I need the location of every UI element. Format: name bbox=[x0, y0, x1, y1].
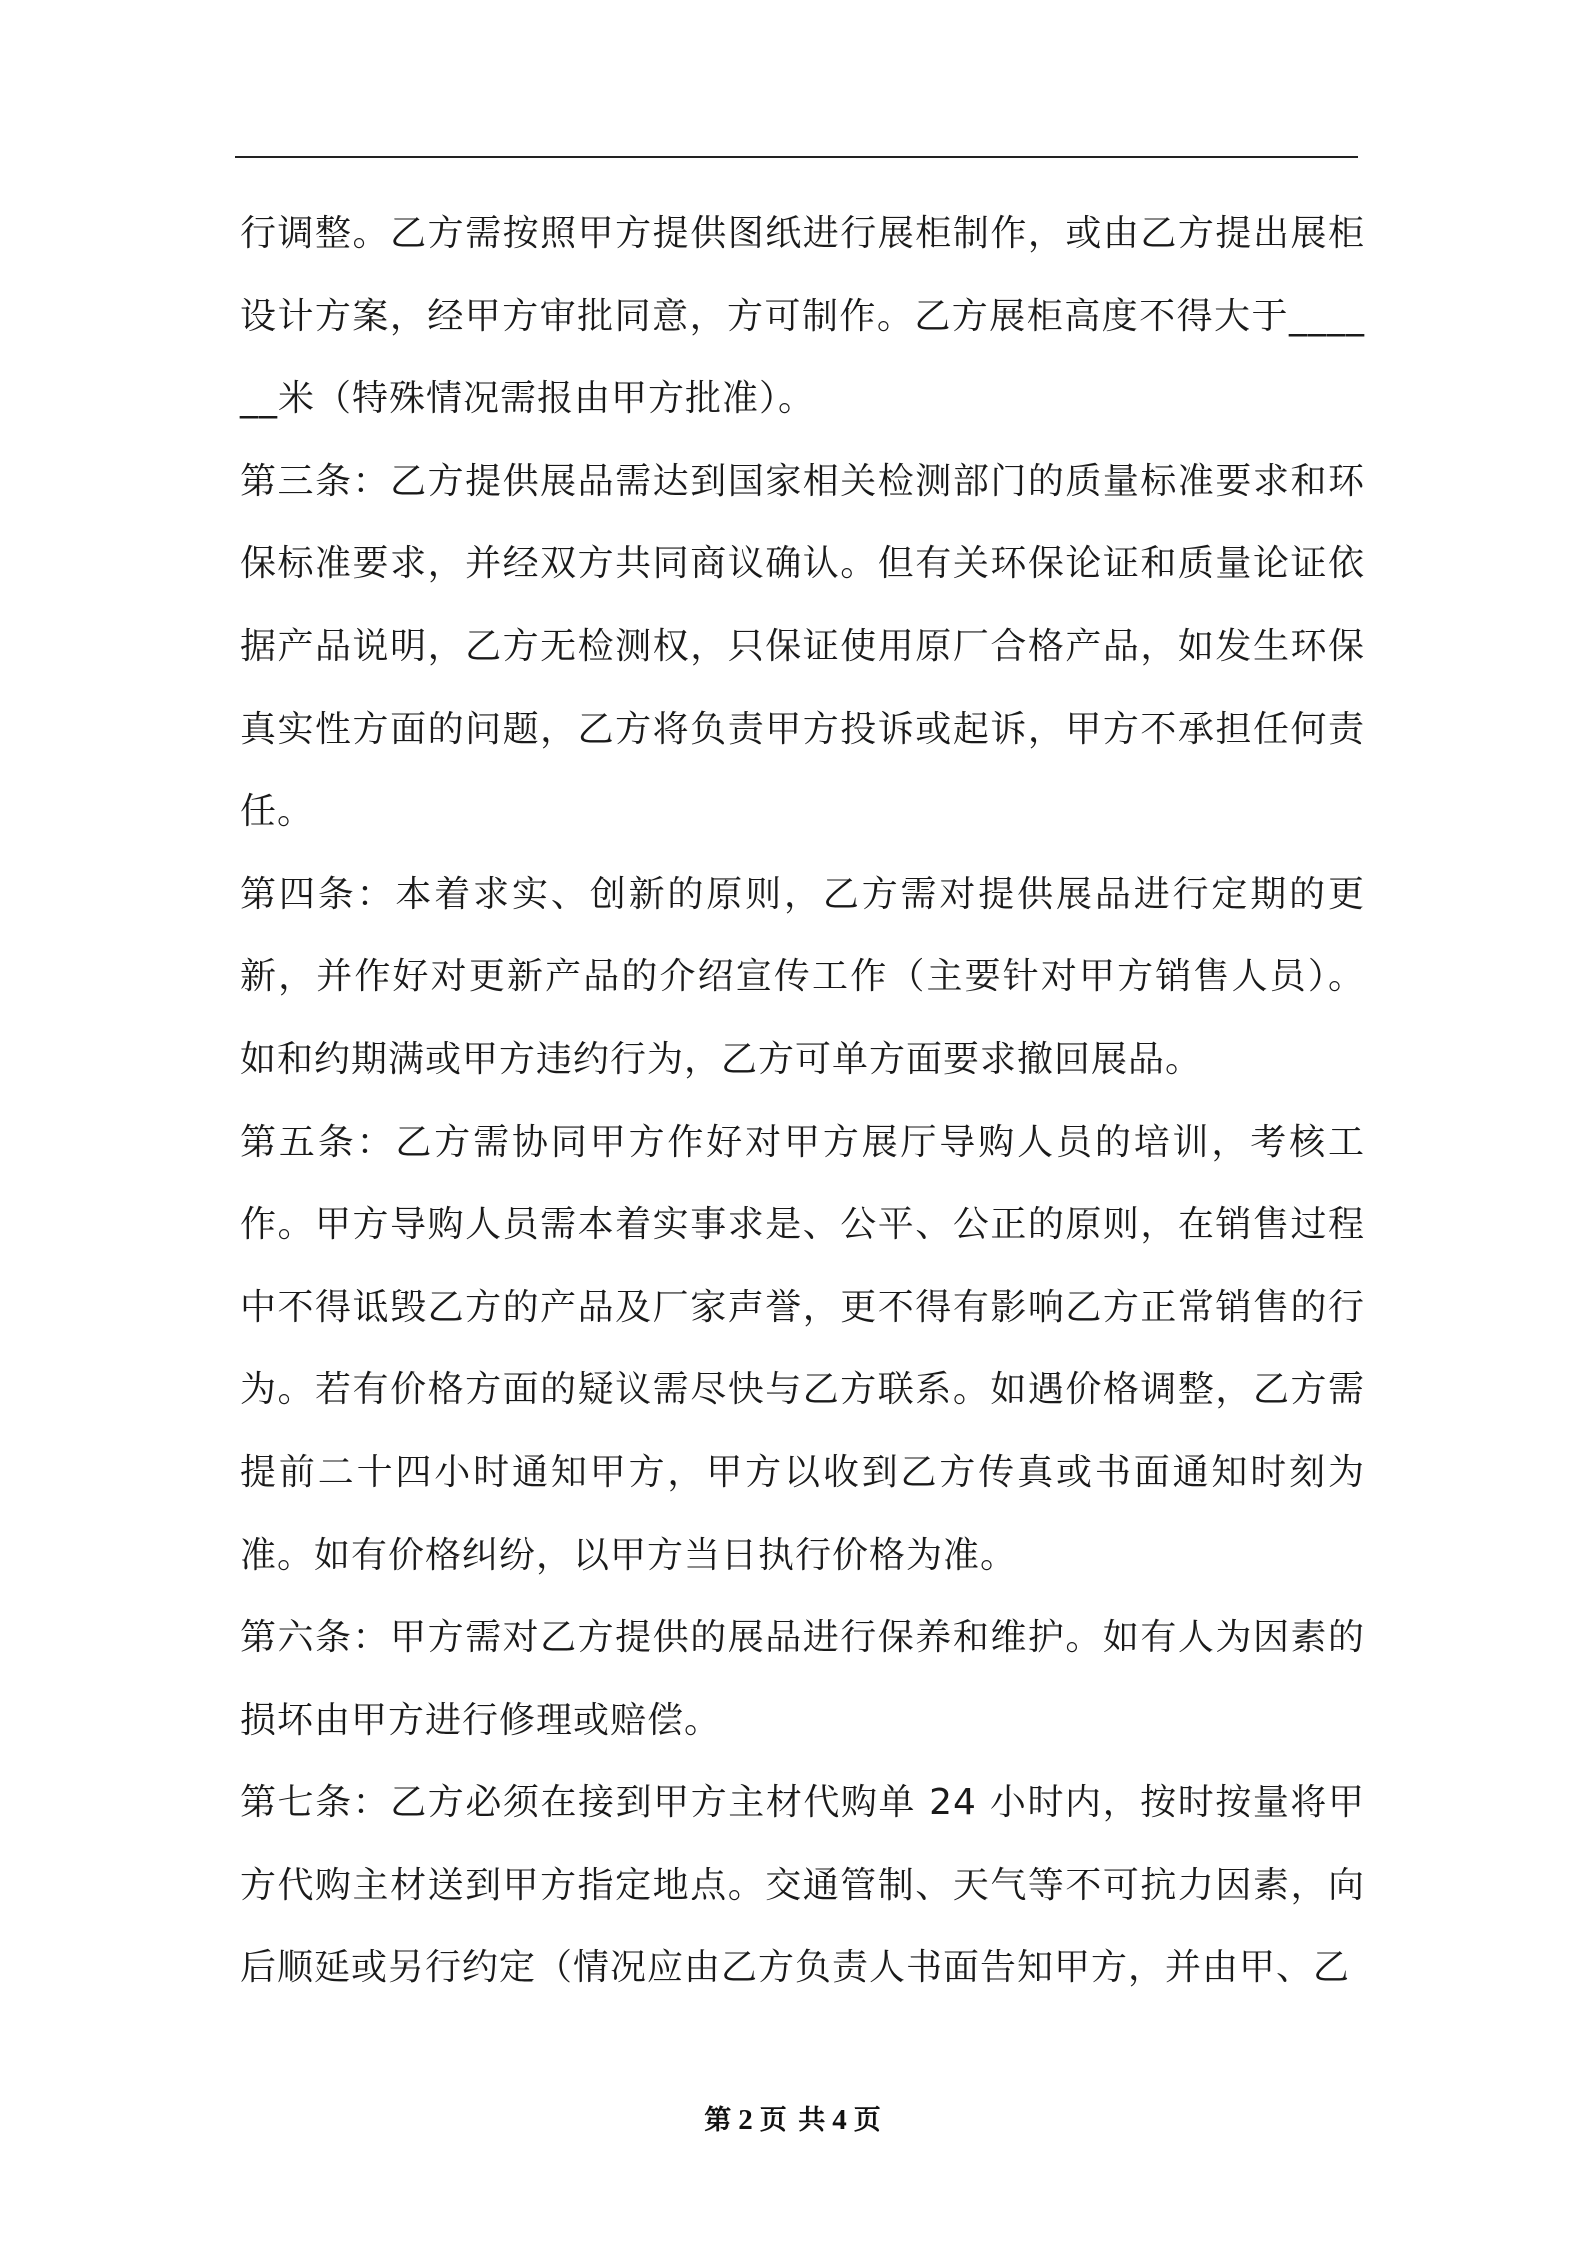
paragraph-continuation: 行调整。乙方需按照甲方提供图纸进行展柜制作，或由乙方提出展柜设计方案，经甲方审批同意，方可制作。乙方展柜高度不得大于______米（特殊情况需报由甲方批准）。 bbox=[240, 213, 1365, 420]
document-body bbox=[240, 193, 1365, 2010]
paragraph-article-7: 第七条：乙方必须在接到甲方主材代购单 24 小时内，按时按量将甲方代购主材送到甲方指定地点。交通管制、天气等不可抗力因素，向后顺延或另行约定（情况应由乙方负责人书面告知甲方，并由甲、乙 bbox=[240, 1782, 1365, 1989]
paragraph-article-4: 第四条：本着求实、创新的原则，乙方需对提供展品进行定期的更新，并作好对更新产品的介绍宣传工作（主要针对甲方销售人员）。如和约期满或甲方违约行为，乙方可单方面要求撤回展品。 bbox=[240, 873, 1365, 1080]
paragraph-article-6: 第六条：甲方需对乙方提供的展品进行保养和维护。如有人为因素的损坏由甲方进行修理或赔偿。 bbox=[240, 1617, 1365, 1741]
page-footer bbox=[0, 2098, 1586, 2137]
paragraph-article-5: 第五条：乙方需协同甲方作好对甲方展厅导购人员的培训，考核工作。甲方导购人员需本着实事求是、公平、公正的原则，在销售过程中不得诋毁乙方的产品及厂家声誉，更不得有影响乙方正常销售的行为。若有价格方面的疑议需尽快与乙方联系。如遇价格调整，乙方需提前二十四小时通知甲方，甲方以收到乙方传真或书面通知时刻为准。如有价格纠纷，以甲方当日执行价格为准。 bbox=[240, 1121, 1365, 1576]
current-page-number: 2 bbox=[738, 2104, 754, 2136]
paragraph-article-3: 第三条：乙方提供展品需达到国家相关检测部门的质量标准要求和环保标准要求，并经双方共同商议确认。但有关环保论证和质量论证依据产品说明，乙方无检测权，只保证使用原厂合格产品，如发生环保真实性方面的问题，乙方将负责甲方投诉或起诉，甲方不承担任何责任。 bbox=[240, 460, 1365, 833]
header-divider bbox=[235, 156, 1358, 158]
footer-suffix: 页 bbox=[853, 2105, 882, 2136]
total-pages-number: 4 bbox=[832, 2104, 848, 2136]
footer-middle: 页 共 bbox=[759, 2105, 827, 2136]
footer-prefix: 第 bbox=[704, 2105, 733, 2136]
